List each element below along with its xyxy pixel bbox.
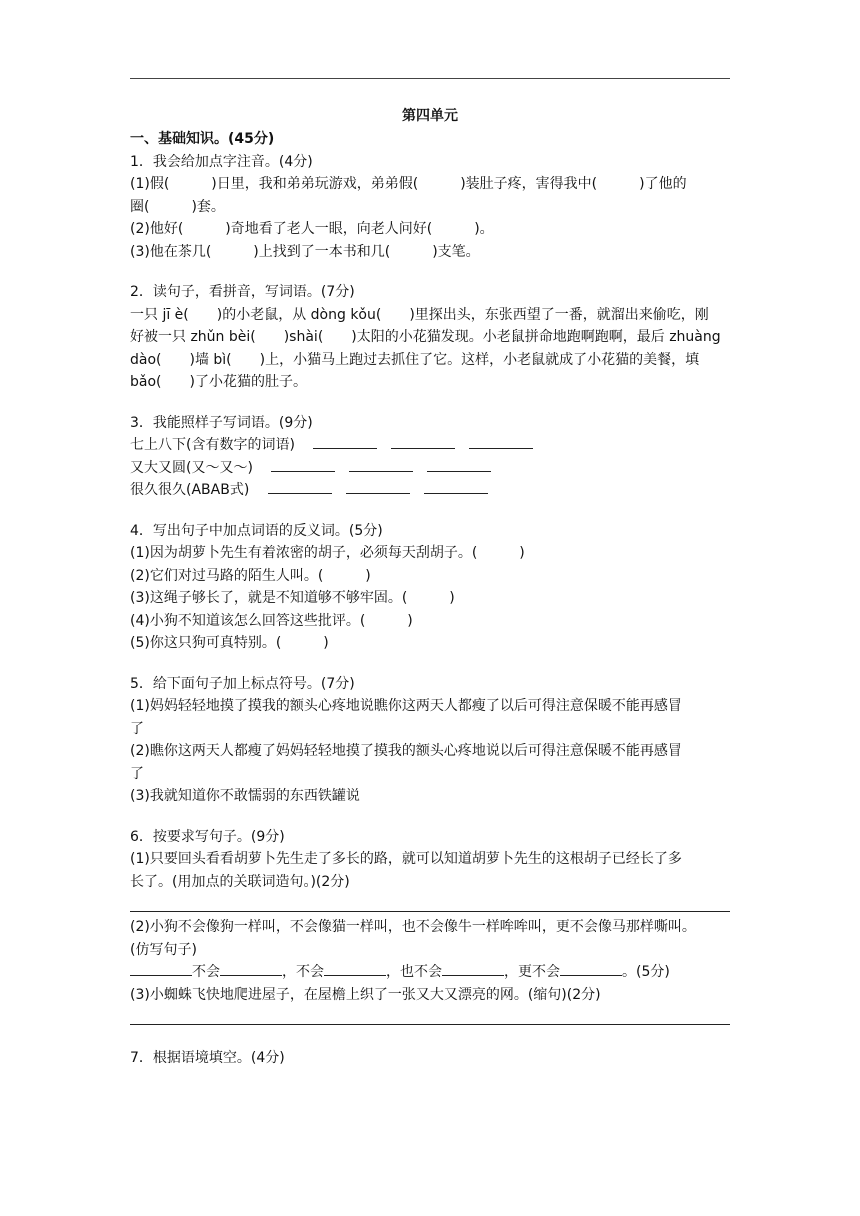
q6-word-5: 。(5分) [622, 964, 670, 980]
answer-blank[interactable] [560, 961, 622, 976]
q2-line-4: bǎo( )了小花猫的肚子。 [130, 374, 307, 390]
q2-line-1: 一只 jī è( )的小老鼠，从 dòng kǒu( )里探出头，东张西望了一番，就溜出来偷吃，刚 [130, 306, 709, 323]
q1-line-3: (2)他好( )奇地看了老人一眼，向老人问好( )。 [130, 221, 494, 237]
answer-blank[interactable] [391, 434, 455, 449]
q6-word-4: ，更不会 [504, 964, 560, 980]
answer-blank[interactable] [271, 457, 335, 472]
q3-row-3 [130, 479, 730, 502]
q5-line-5: (3)我就知道你不敢懦弱的东西铁罐说 [130, 788, 360, 804]
q4-line-3: (3)这绳子够长了，就是不知道够不够牢固。( ) [130, 590, 455, 606]
section-heading: 一、基础知识。(45分) [130, 131, 275, 147]
answer-blank[interactable] [349, 457, 413, 472]
q6-word-3: ，也不会 [386, 964, 442, 980]
answer-line[interactable] [130, 893, 730, 912]
q5-heading: 5．给下面句子加上标点符号。(7分) [130, 675, 355, 692]
q1-line-4: (3)他在茶几( )上找到了一本书和几( )支笔。 [130, 243, 480, 260]
q4-heading: 4．写出句子中加点词语的反义词。(5分) [130, 522, 383, 539]
answer-blank[interactable] [424, 479, 488, 494]
answer-blank[interactable] [427, 457, 491, 472]
answer-blank[interactable] [220, 961, 282, 976]
q5-line-3: (2)瞧你这两天人都瘦了妈妈轻轻地摸了摸我的额头心疼地说以后可得注意保暖不能再感冒 [130, 743, 682, 759]
q4-line-1: (1)因为胡萝卜先生有着浓密的胡子，必须每天刮胡子。( ) [130, 545, 525, 561]
q5-line-4: 了 [130, 765, 144, 782]
answer-blank[interactable] [469, 434, 533, 449]
answer-blank[interactable] [442, 961, 504, 976]
q4-line-2: (2)它们对过马路的陌生人叫。( ) [130, 567, 371, 584]
answer-blank[interactable] [130, 961, 192, 976]
q6-imitation-row [130, 961, 730, 984]
q3-heading: 3．我能照样子写词语。(9分) [130, 414, 313, 431]
answer-line[interactable] [130, 1006, 730, 1025]
answer-blank[interactable] [313, 434, 377, 449]
q6-word-2: ，不会 [282, 964, 324, 980]
q1-heading: 1．我会给加点字注音。(4分) [130, 153, 313, 170]
answer-blank[interactable] [268, 479, 332, 494]
q6-line-1: (1)只要回头看看胡萝卜先生走了多长的路，就可以知道胡萝卜先生的这根胡子已经长了多 [130, 851, 682, 867]
answer-blank[interactable] [324, 961, 386, 976]
q4-line-5: (5)你这只狗可真特别。( ) [130, 635, 329, 651]
q1-line-2: 圈( )套。 [130, 198, 225, 215]
q6-heading: 6．按要求写句子。(9分) [130, 828, 285, 845]
q6-line-5: (3)小蜘蛛飞快地爬进屋子，在屋檐上织了一张又大又漂亮的网。(缩句)(2分) [130, 986, 601, 1003]
q6-line-2: 长了。(用加点的关联词造句。)(2分) [130, 873, 350, 890]
q2-line-2: 好被一只 zhǔn bèi( )shài( )太阳的小花猫发现。小老鼠拼命地跑啊跑啊，最后 zhuàng [130, 329, 721, 345]
q3-row-2-label: 又大又圆(又～又～) [130, 459, 253, 476]
q2-line-3: dào( )墙 bì( )上，小猫马上跑过去抓住了它。这样，小老鼠就成了小花猫的美餐，填 [130, 351, 700, 368]
q4-line-4: (4)小狗不知道该怎么回答这些批评。( ) [130, 612, 413, 629]
q3-row-3-label: 很久很久(ABAB式) [130, 482, 250, 498]
q5-line-1: (1)妈妈轻轻地摸了摸我的额头心疼地说瞧你这两天人都瘦了以后可得注意保暖不能再感冒 [130, 698, 682, 714]
q5-line-2: 了 [130, 720, 144, 737]
header-rule [130, 78, 730, 79]
q3-row-1 [130, 434, 730, 457]
q3-row-1-label: 七上八下(含有数字的词语) [130, 437, 295, 453]
q6-word-1: 不会 [192, 964, 220, 980]
unit-title: 第四单元 [402, 108, 458, 124]
q7-heading: 7．根据语境填空。(4分) [130, 1050, 285, 1066]
q1-line-1: (1)假( )日里，我和弟弟玩游戏，弟弟假( )装肚子疼，害得我中( )了他的 [130, 176, 687, 192]
q3-row-2 [130, 457, 730, 480]
worksheet-content [130, 104, 730, 1070]
q6-line-3: (2)小狗不会像狗一样叫，不会像猫一样叫，也不会像牛一样哞哞叫，更不会像马那样嘶叫。 [130, 919, 696, 935]
answer-blank[interactable] [346, 479, 410, 494]
q2-heading: 2．读句子，看拼音，写词语。(7分) [130, 284, 355, 300]
q6-line-4: (仿写句子) [130, 941, 197, 958]
